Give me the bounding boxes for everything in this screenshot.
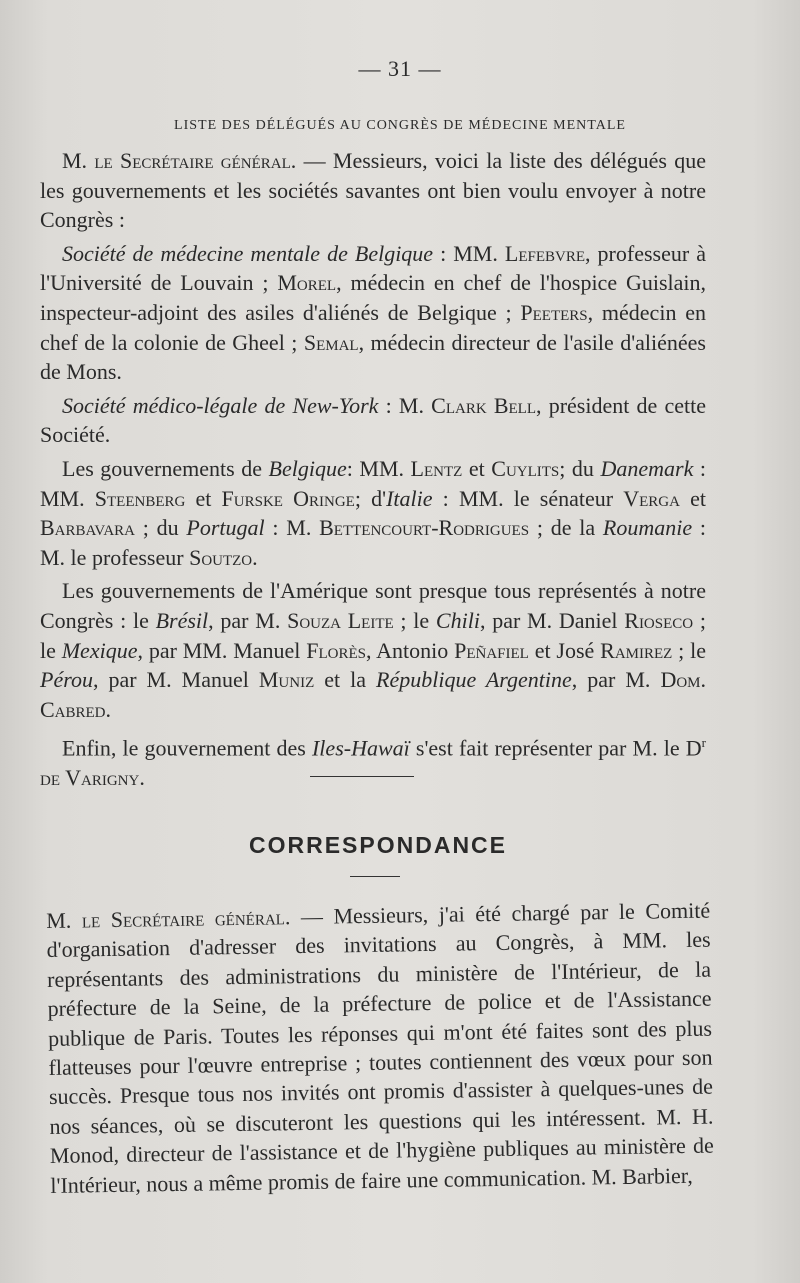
- society-name: Société médico-légale de New-York: [62, 392, 379, 418]
- person-name: Cuylits: [491, 455, 560, 481]
- text: Enfin, le gouvernement des: [62, 735, 312, 761]
- text: : M. le professeur: [40, 515, 706, 570]
- text: — Messieurs, voici la liste des délégués que les gouvernements et les sociétés savantes ont bien voulu envoyer à notre Congrès :: [40, 148, 707, 233]
- person-name: Dom. Cabred: [40, 667, 707, 722]
- person-name: Muniz: [258, 667, 315, 693]
- paragraph-hawaii: [40, 728, 706, 793]
- speaker: M. le Secrétaire général.: [46, 904, 291, 933]
- text: : MM. le sénateur: [432, 485, 624, 511]
- text: : MM.: [346, 455, 411, 481]
- text: , par M. Manuel: [92, 667, 259, 693]
- person-name: Soutzo: [189, 544, 253, 570]
- text: Les gouvernements de l'Amérique sont presque tous représentés à notre Congrès : le: [40, 578, 706, 633]
- text: : MM.: [433, 240, 505, 266]
- section-divider: [310, 776, 414, 777]
- country-name: Danemark: [600, 455, 694, 481]
- text: , médecin en chef de l'hospice Guislain, inspecteur-adjoint des asiles d'aliénés de Belgique ;: [40, 270, 706, 325]
- heading-underline: [350, 876, 400, 877]
- paragraph-intro: [40, 146, 706, 235]
- correspondence-section: [46, 896, 715, 1200]
- text: et José: [528, 637, 601, 663]
- text: , médecin directeur de l'asile d'aliénées de Mons.: [40, 329, 706, 385]
- text: et la: [314, 667, 377, 693]
- text: , par M.: [571, 667, 661, 693]
- text: s'est fait représenter par M. le D: [409, 735, 702, 761]
- person-name: Lefebvre: [504, 240, 586, 266]
- person-name: Clark Bell: [431, 392, 537, 418]
- society-name: Société de médecine mentale de Belgique: [62, 240, 434, 266]
- person-name: Souza Leite: [287, 607, 394, 633]
- text: , par M.: [208, 607, 288, 633]
- text: : M.: [378, 392, 432, 418]
- running-head: LISTE DES DÉLÉGUÉS AU CONGRÈS DE MÉDECINE MENTALE: [174, 118, 626, 133]
- country-name: Belgique: [268, 455, 347, 481]
- person-name: Rioseco: [624, 607, 694, 633]
- text: : M.: [264, 515, 320, 541]
- text: et: [679, 485, 706, 511]
- text: et: [185, 485, 222, 511]
- person-name: de Varigny: [40, 765, 140, 791]
- text: ; le: [672, 637, 706, 663]
- text: , professeur à l'Université de Louvain ;: [40, 240, 706, 296]
- text: ; le: [393, 607, 436, 633]
- person-name: Ramirez: [600, 637, 673, 663]
- person-name: Furske Oringe: [221, 485, 355, 511]
- person-name: Lentz: [410, 455, 463, 481]
- paragraph-newyork-society: [40, 391, 706, 450]
- person-name: Peeters: [520, 299, 588, 325]
- text: ; le: [40, 607, 706, 663]
- text: , par MM. Manuel: [137, 637, 307, 663]
- section-heading: CORRESPONDANCE: [248, 832, 508, 858]
- text: : MM.: [40, 455, 706, 511]
- text: , par M. Daniel: [479, 607, 625, 633]
- text: .: [105, 696, 112, 722]
- text: ; d': [354, 485, 387, 511]
- text: ; du: [559, 455, 601, 481]
- person-name: Morel: [277, 270, 337, 296]
- country-name: Roumanie: [602, 515, 693, 541]
- text: , président de cette Société.: [40, 392, 706, 448]
- paragraph-belgian-society: [40, 239, 706, 387]
- paragraph-correspondence: [46, 896, 715, 1200]
- person-name: Semal: [303, 329, 359, 355]
- paragraph-american-governments: [40, 576, 706, 724]
- text: — Messieurs, j'ai été chargé par le Comité d'organisation d'adresser des invitations au Congrès, à MM. les représentants des administrations du ministère de l'Intérieur, de la préfecture de la Seine, de la préfecture de police et de l'Assistance publique de Paris. Toutes les réponses qui m'ont été faites sont des plus flatteuses pour l'œuvre entreprise ; toutes contiennent des vœux pour son succès. Presque tous nos invités ont promis d'assister à quelques-unes de nos séances, où se discuteront les questions qui les intéressent. M. H. Monod, directeur de l'assistance et de l'hygiène publiques au ministère de l'Intérieur, nous a même promis de faire une communication. M. Barbier,: [46, 897, 715, 1198]
- person-name: Steenberg: [94, 485, 186, 511]
- delegates-section: [40, 146, 706, 797]
- text: .: [139, 765, 145, 791]
- person-name: Florès: [306, 637, 367, 663]
- superscript: r: [701, 735, 706, 751]
- person-name: Peñafiel: [454, 637, 529, 663]
- page-number: — 31 —: [358, 56, 442, 81]
- country-name: Brésil: [155, 607, 209, 633]
- paragraph-european-governments: [40, 454, 706, 572]
- person-name: Barbavara: [40, 515, 135, 541]
- country-name: Mexique: [61, 637, 138, 663]
- person-name: Verga: [623, 485, 680, 511]
- country-name: Pérou: [40, 667, 93, 693]
- text: Les gouvernements de: [62, 455, 269, 481]
- country-name: Portugal: [186, 515, 265, 541]
- text: et: [462, 455, 492, 481]
- text: ; de la: [529, 515, 603, 541]
- speaker: M. le Secrétaire général.: [62, 148, 297, 173]
- country-name: Italie: [386, 485, 433, 511]
- country-name: République Argentine: [376, 667, 572, 693]
- text: ; du: [134, 515, 187, 541]
- text: , médecin en chef de la colonie de Gheel ;: [40, 299, 706, 355]
- country-name: Iles-Hawaï: [311, 735, 410, 761]
- text: , Antonio: [366, 637, 455, 663]
- country-name: Chili: [435, 607, 480, 633]
- person-name: Bettencourt-Rodrigues: [319, 515, 530, 541]
- text: .: [252, 544, 258, 570]
